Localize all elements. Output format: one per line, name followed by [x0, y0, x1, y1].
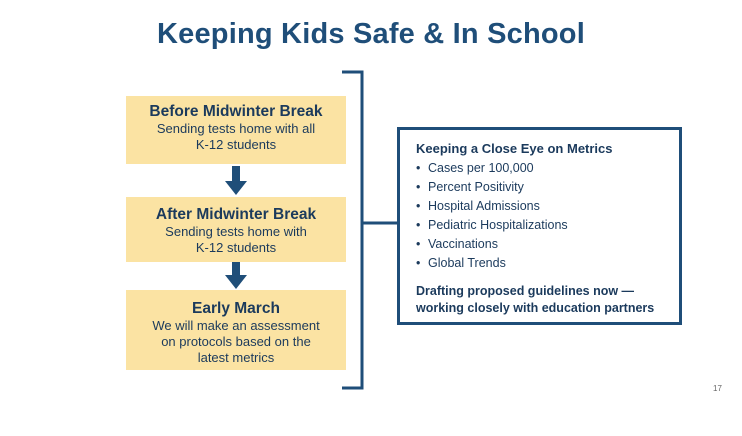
bullet-icon: •: [416, 180, 421, 194]
timeline-heading: Before Midwinter Break: [149, 103, 323, 120]
bullet-icon: •: [416, 161, 421, 175]
list-item: [416, 235, 665, 254]
bullet-icon: •: [416, 237, 421, 251]
list-item: [416, 254, 665, 273]
list-item: [416, 197, 665, 216]
bullet-icon: •: [416, 199, 421, 213]
list-item: [416, 216, 665, 235]
down-arrow-icon: [224, 262, 248, 290]
metric-label: Vaccinations: [428, 237, 498, 251]
page-number: 17: [713, 384, 722, 393]
bullet-icon: •: [416, 256, 421, 270]
timeline-text-line: Sending tests home with: [165, 224, 307, 239]
timeline-text-line: We will make an assessment: [152, 318, 320, 333]
metrics-panel-title: Keeping a Close Eye on Metrics: [416, 141, 613, 156]
panel-note: [416, 283, 665, 317]
bracket-connector: [340, 70, 400, 392]
slide-title: Keeping Kids Safe & In School: [157, 18, 585, 50]
metrics-panel: [397, 127, 682, 325]
metric-label: Cases per 100,000: [428, 161, 534, 175]
list-item: [416, 159, 665, 178]
bullet-icon: •: [416, 218, 421, 232]
metrics-list: [416, 159, 665, 273]
timeline-text-line: Sending tests home with all: [156, 121, 316, 136]
timeline-box-after-midwinter: [126, 197, 346, 262]
panel-note-line: working closely with education partners: [416, 301, 655, 315]
timeline-text-line: K-12 students: [195, 137, 277, 152]
metric-label: Percent Positivity: [428, 180, 524, 194]
metric-label: Global Trends: [428, 256, 506, 270]
list-item: [416, 178, 665, 197]
metric-label: Hospital Admissions: [428, 199, 540, 213]
timeline-text-line: K-12 students: [195, 240, 277, 255]
timeline-box-early-march: [126, 290, 346, 370]
down-arrow-icon: [224, 166, 248, 196]
timeline-box-before-midwinter: [126, 96, 346, 164]
metric-label: Pediatric Hospitalizations: [428, 218, 568, 232]
timeline-heading: After Midwinter Break: [155, 206, 317, 223]
timeline-text-line: latest metrics: [197, 350, 275, 365]
panel-note-line: Drafting proposed guidelines now —: [416, 284, 635, 298]
timeline-heading: Early March: [192, 300, 280, 317]
timeline-text-line: on protocols based on the: [161, 334, 311, 349]
